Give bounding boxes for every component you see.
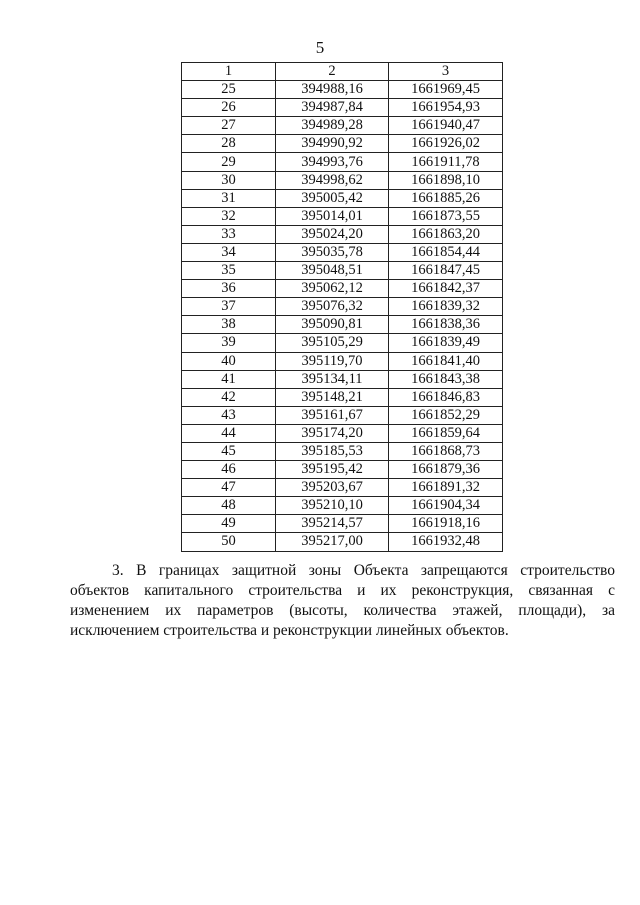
cell-number: 33 bbox=[182, 225, 276, 243]
cell-x: 395024,20 bbox=[276, 225, 389, 243]
table-row bbox=[182, 424, 503, 442]
cell-y: 1661859,64 bbox=[389, 424, 503, 442]
cell-x: 395195,42 bbox=[276, 461, 389, 479]
cell-x: 395105,29 bbox=[276, 334, 389, 352]
table-row bbox=[182, 334, 503, 352]
table-row bbox=[182, 370, 503, 388]
cell-number: 41 bbox=[182, 370, 276, 388]
table-row bbox=[182, 298, 503, 316]
cell-x: 395014,01 bbox=[276, 207, 389, 225]
cell-y: 1661854,44 bbox=[389, 243, 503, 261]
table-row bbox=[182, 442, 503, 460]
cell-number: 25 bbox=[182, 81, 276, 99]
cell-y: 1661969,45 bbox=[389, 81, 503, 99]
table-row bbox=[182, 388, 503, 406]
table-row bbox=[182, 262, 503, 280]
cell-number: 48 bbox=[182, 497, 276, 515]
column-header-number: 1 bbox=[182, 63, 276, 81]
cell-y: 1661926,02 bbox=[389, 135, 503, 153]
table-row bbox=[182, 243, 503, 261]
table-row bbox=[182, 461, 503, 479]
table-row bbox=[182, 207, 503, 225]
cell-x: 394989,28 bbox=[276, 117, 389, 135]
cell-x: 395214,57 bbox=[276, 515, 389, 533]
cell-y: 1661863,20 bbox=[389, 225, 503, 243]
cell-y: 1661868,73 bbox=[389, 442, 503, 460]
cell-number: 32 bbox=[182, 207, 276, 225]
table-row bbox=[182, 135, 503, 153]
cell-x: 394993,76 bbox=[276, 153, 389, 171]
cell-x: 395035,78 bbox=[276, 243, 389, 261]
cell-y: 1661838,36 bbox=[389, 316, 503, 334]
cell-number: 28 bbox=[182, 135, 276, 153]
coordinates-table bbox=[181, 62, 503, 552]
cell-y: 1661841,40 bbox=[389, 352, 503, 370]
table-row bbox=[182, 225, 503, 243]
cell-y: 1661839,49 bbox=[389, 334, 503, 352]
table-row bbox=[182, 479, 503, 497]
cell-y: 1661918,16 bbox=[389, 515, 503, 533]
cell-y: 1661842,37 bbox=[389, 280, 503, 298]
cell-y: 1661904,34 bbox=[389, 497, 503, 515]
cell-y: 1661911,78 bbox=[389, 153, 503, 171]
cell-y: 1661898,10 bbox=[389, 171, 503, 189]
table-row bbox=[182, 117, 503, 135]
table-row bbox=[182, 497, 503, 515]
cell-x: 395210,10 bbox=[276, 497, 389, 515]
table-row bbox=[182, 171, 503, 189]
cell-number: 49 bbox=[182, 515, 276, 533]
table-row bbox=[182, 153, 503, 171]
cell-number: 31 bbox=[182, 189, 276, 207]
table-row bbox=[182, 515, 503, 533]
cell-y: 1661885,26 bbox=[389, 189, 503, 207]
table-body bbox=[182, 81, 503, 551]
table-header-row bbox=[182, 63, 503, 81]
cell-y: 1661954,93 bbox=[389, 99, 503, 117]
cell-number: 35 bbox=[182, 262, 276, 280]
table-row bbox=[182, 189, 503, 207]
cell-number: 40 bbox=[182, 352, 276, 370]
cell-number: 39 bbox=[182, 334, 276, 352]
cell-number: 46 bbox=[182, 461, 276, 479]
cell-number: 38 bbox=[182, 316, 276, 334]
cell-x: 395185,53 bbox=[276, 442, 389, 460]
table-row bbox=[182, 533, 503, 551]
table-row bbox=[182, 352, 503, 370]
cell-x: 395005,42 bbox=[276, 189, 389, 207]
cell-number: 27 bbox=[182, 117, 276, 135]
cell-number: 50 bbox=[182, 533, 276, 551]
column-header-x: 2 bbox=[276, 63, 389, 81]
cell-number: 37 bbox=[182, 298, 276, 316]
cell-x: 395119,70 bbox=[276, 352, 389, 370]
cell-x: 395076,32 bbox=[276, 298, 389, 316]
cell-x: 395217,00 bbox=[276, 533, 389, 551]
cell-x: 395062,12 bbox=[276, 280, 389, 298]
cell-x: 395148,21 bbox=[276, 388, 389, 406]
cell-y: 1661843,38 bbox=[389, 370, 503, 388]
table-row bbox=[182, 81, 503, 99]
column-header-y: 3 bbox=[389, 63, 503, 81]
cell-y: 1661940,47 bbox=[389, 117, 503, 135]
cell-number: 30 bbox=[182, 171, 276, 189]
cell-number: 42 bbox=[182, 388, 276, 406]
cell-y: 1661879,36 bbox=[389, 461, 503, 479]
cell-number: 29 bbox=[182, 153, 276, 171]
cell-number: 45 bbox=[182, 442, 276, 460]
cell-y: 1661852,29 bbox=[389, 406, 503, 424]
cell-x: 395048,51 bbox=[276, 262, 389, 280]
cell-number: 47 bbox=[182, 479, 276, 497]
table-row bbox=[182, 406, 503, 424]
cell-number: 34 bbox=[182, 243, 276, 261]
cell-y: 1661932,48 bbox=[389, 533, 503, 551]
page-number: 5 bbox=[315, 38, 325, 57]
cell-x: 394990,92 bbox=[276, 135, 389, 153]
cell-x: 394987,84 bbox=[276, 99, 389, 117]
cell-x: 395203,67 bbox=[276, 479, 389, 497]
cell-x: 395090,81 bbox=[276, 316, 389, 334]
cell-x: 395174,20 bbox=[276, 424, 389, 442]
cell-number: 26 bbox=[182, 99, 276, 117]
table-row bbox=[182, 99, 503, 117]
cell-number: 36 bbox=[182, 280, 276, 298]
body-paragraph: 3. В границах защитной зоны Объекта запрещаются строительство объектов капитального строительства и их реконструкция, связанная с изменением их параметров (высоты, количества этажей, площади), за исключением строительства и реконструкции линейных объектов. bbox=[70, 562, 615, 639]
cell-x: 394998,62 bbox=[276, 171, 389, 189]
table-row bbox=[182, 316, 503, 334]
cell-x: 394988,16 bbox=[276, 81, 389, 99]
cell-y: 1661839,32 bbox=[389, 298, 503, 316]
cell-x: 395161,67 bbox=[276, 406, 389, 424]
cell-number: 44 bbox=[182, 424, 276, 442]
cell-number: 43 bbox=[182, 406, 276, 424]
cell-y: 1661846,83 bbox=[389, 388, 503, 406]
cell-x: 395134,11 bbox=[276, 370, 389, 388]
cell-y: 1661873,55 bbox=[389, 207, 503, 225]
table-row bbox=[182, 280, 503, 298]
cell-y: 1661847,45 bbox=[389, 262, 503, 280]
cell-y: 1661891,32 bbox=[389, 479, 503, 497]
